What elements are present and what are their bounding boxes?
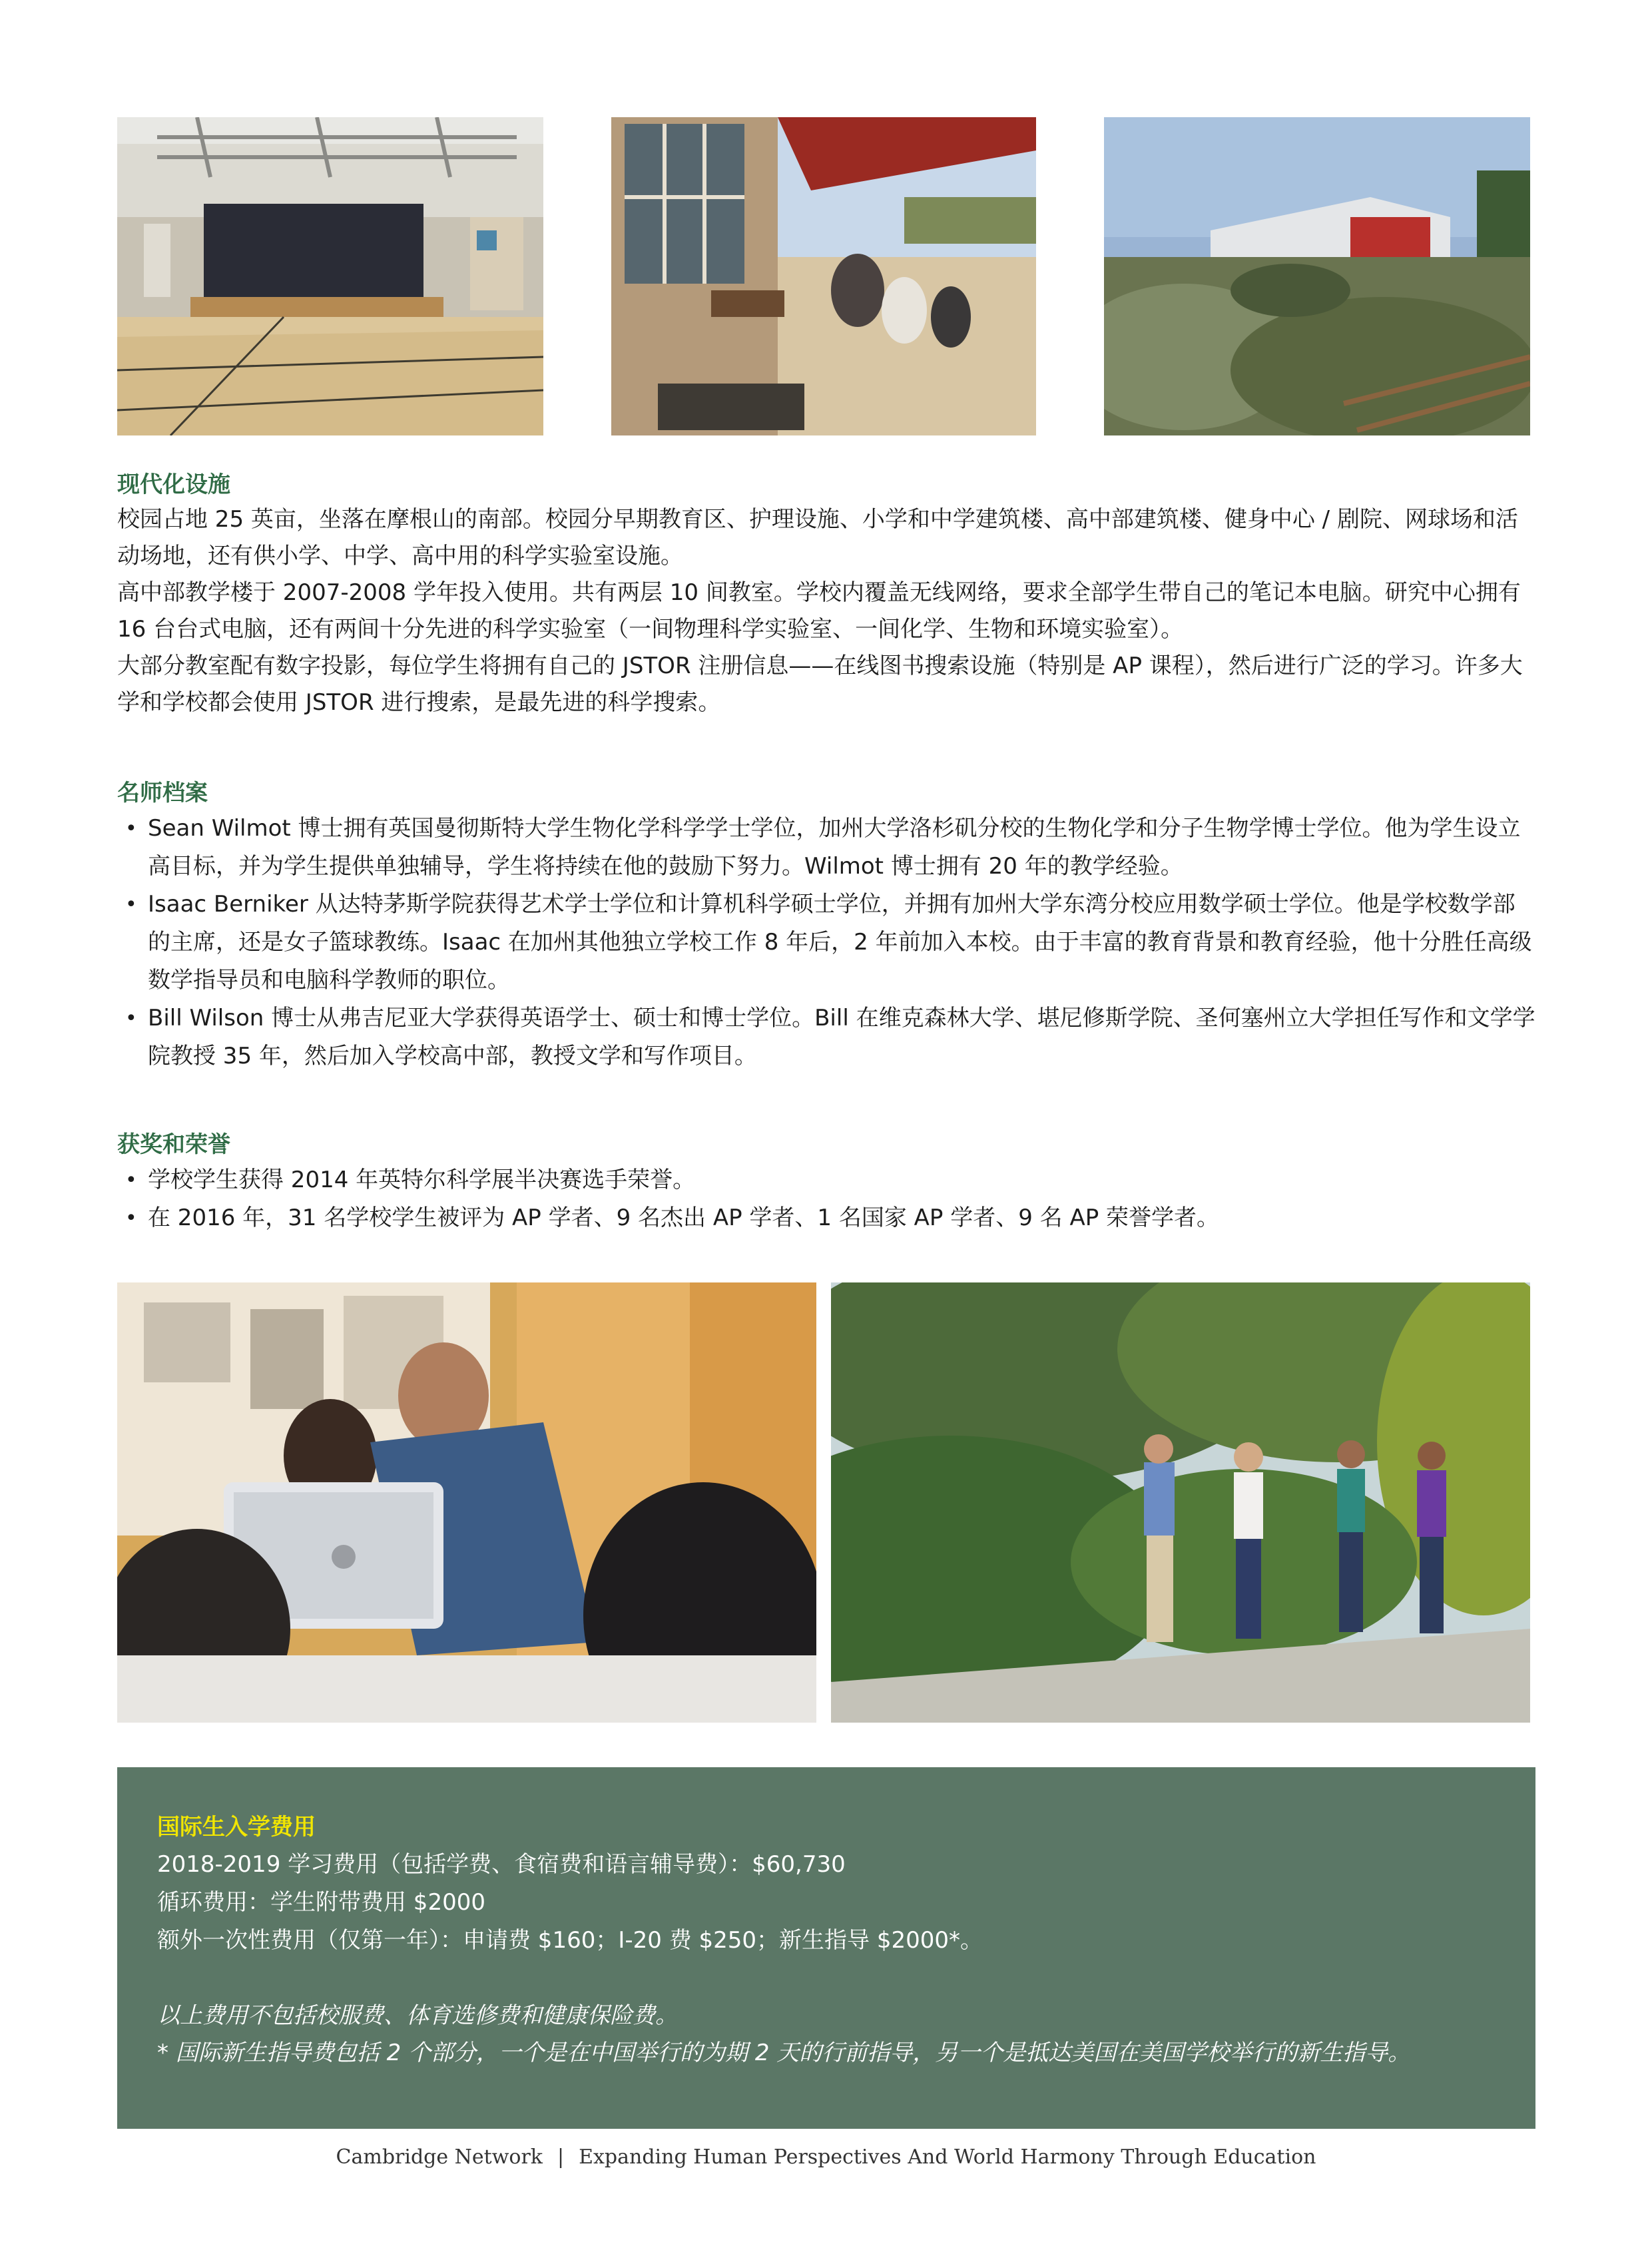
computer-lab-teacher-photo — [117, 1282, 816, 1723]
list-item — [117, 999, 1535, 1075]
international-fees-box — [117, 1767, 1535, 2129]
bullet-icon: • — [125, 817, 137, 840]
fee-line-recurring: 循环费用：学生附带费用 $2000 — [157, 1889, 485, 1916]
bullet-icon: • — [125, 893, 137, 916]
facilities-paragraph-2: 高中部教学楼于 2007-2008 学年投入使用。共有两层 10 间教室。学校内覆盖无线网络，要求全部学生带自己的笔记本电脑。研究中心拥有 16 台台式电脑，还有两间十分先进的科学实验室（一间物理科学实验室、一间化学、生物和环境实验室）。 — [117, 579, 1521, 643]
students-breezeway-photo — [611, 117, 1036, 435]
award-item-intel: 学校学生获得 2014 年英特尔科学展半决赛选手荣誉。 — [148, 1167, 696, 1193]
gymnasium-stage-photo — [117, 117, 543, 435]
faculty-section — [117, 776, 1535, 1075]
students-walking-path-photo — [831, 1282, 1530, 1723]
fee-note-orientation: * 国际新生指导费包括 2 个部分，一个是在中国举行的为期 2 天的行前指导，另一个是抵达美国在美国学校举行的新生指导。 — [157, 2040, 1411, 2066]
faculty-heading: 名师档案 — [117, 780, 208, 806]
faculty-bio-berniker: Isaac Berniker 从达特茅斯学院获得艺术学士学位和计算机科学硕士学位，并拥有加州大学东湾分校应用数学硕士学位。他是学校数学部的主席，还是女子篮球教练。Isaac 在加州其他独立学校工作 8 年后，2 年前加入本校。由于丰富的教育背景和教育经验，他十分胜任高级数学指导员和电脑科学教师的职位。 — [148, 891, 1532, 993]
bullet-icon: • — [125, 1007, 137, 1030]
footer-tagline: Expanding Human Perspectives And World Harmony Through Education — [579, 2145, 1316, 2169]
footer-org: Cambridge Network — [336, 2145, 543, 2169]
fee-line-tuition: 2018-2019 学习费用（包括学费、食宿费和语言辅导费）：$60,730 — [157, 1851, 846, 1878]
awards-section — [117, 1128, 1535, 1237]
fee-note-exclusions: 以上费用不包括校服费、体育选修费和健康保险费。 — [157, 2002, 678, 2029]
list-item — [117, 810, 1535, 886]
facilities-section — [117, 468, 1535, 721]
facilities-paragraph-1: 校园占地 25 英亩，坐落在摩根山的南部。校园分早期教育区、护理设施、小学和中学建筑楼、高中部建筑楼、健身中心 / 剧院、网球场和活动场地，还有供小学、中学、高中用的科学实验室设施。 — [117, 506, 1518, 569]
award-item-ap: 在 2016 年，31 名学校学生被评为 AP 学者、9 名杰出 AP 学者、1 名国家 AP 学者、9 名 AP 荣誉学者。 — [148, 1205, 1220, 1231]
faculty-list — [117, 810, 1535, 1075]
awards-heading: 获奖和荣誉 — [117, 1131, 230, 1158]
facilities-paragraph-3: 大部分教室配有数字投影，每位学生将拥有自己的 JSTOR 注册信息——在线图书搜索设施（特别是 AP 课程），然后进行广泛的学习。许多大学和学校都会使用 JSTOR 进行搜索，是最先进的科学搜索。 — [117, 653, 1523, 716]
list-item — [117, 1161, 1535, 1199]
list-item — [117, 1199, 1535, 1237]
list-item — [117, 886, 1535, 999]
footer-separator: | — [557, 2145, 565, 2169]
awards-list — [117, 1161, 1535, 1237]
bullet-icon: • — [125, 1169, 137, 1192]
fees-title: 国际生入学费用 — [157, 1814, 316, 1840]
fee-line-one-time: 额外一次性费用（仅第一年）：申请费 $160；I-20 费 $250；新生指导 $2000*。 — [157, 1927, 983, 1954]
campus-building-garden-photo — [1104, 117, 1530, 435]
page-footer — [0, 2145, 1652, 2169]
faculty-bio-wilmot: Sean Wilmot 博士拥有英国曼彻斯特大学生物化学科学学士学位，加州大学洛杉矶分校的生物化学和分子生物学博士学位。他为学生设立高目标，并为学生提供单独辅导，学生将持续在他的鼓励下努力。Wilmot 博士拥有 20 年的教学经验。 — [148, 815, 1521, 880]
faculty-bio-wilson: Bill Wilson 博士从弗吉尼亚大学获得英语学士、硕士和博士学位。Bill 在维克森林大学、堪尼修斯学院、圣何塞州立大学担任写作和文学学院教授 35 年，然后加入学校高中部，教授文学和写作项目。 — [148, 1005, 1535, 1069]
facilities-heading: 现代化设施 — [117, 471, 230, 498]
bullet-icon: • — [125, 1207, 137, 1230]
